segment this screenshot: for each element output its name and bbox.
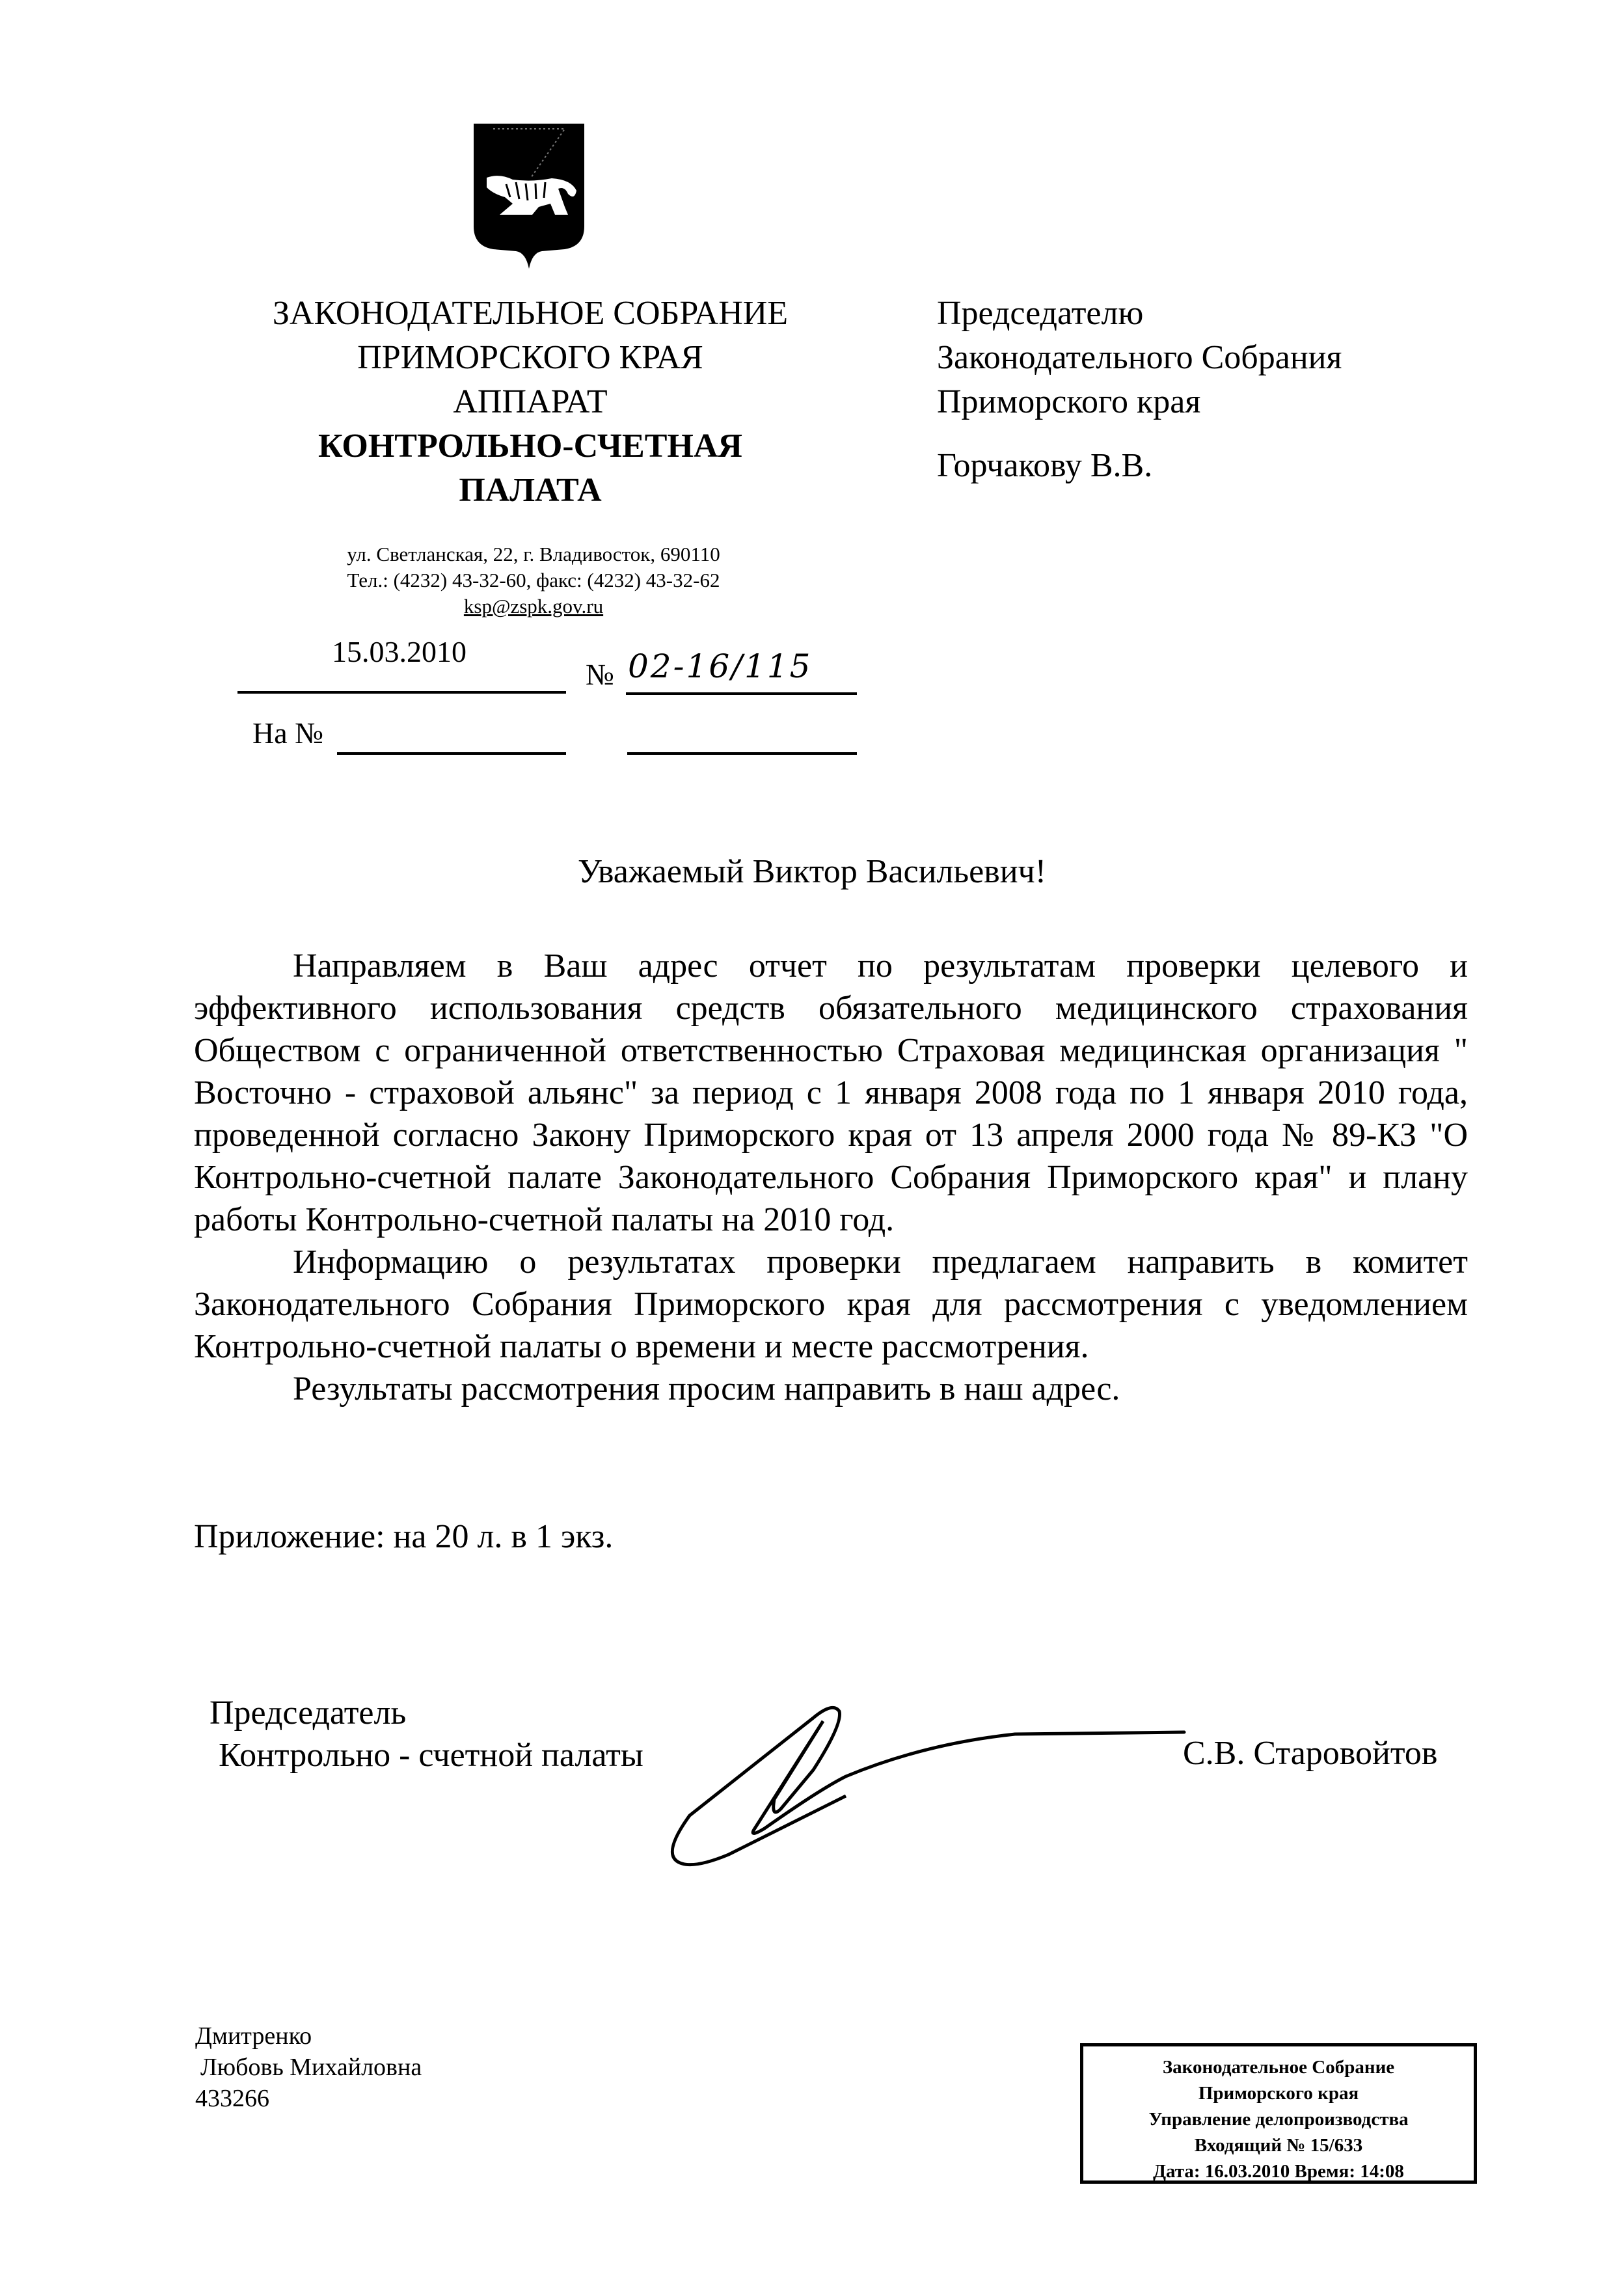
stamp-line: Дата: 16.03.2010 Время: 14:08 [1153, 2161, 1404, 2182]
stamp-line: Входящий № 15/633 [1194, 2135, 1363, 2156]
reply-number-underline [627, 752, 857, 755]
executor-block [195, 2020, 422, 2114]
signatory-title-line: Контрольно - счетной палаты [219, 1737, 643, 1774]
letter-body [194, 945, 1468, 1410]
incoming-registration-stamp [1080, 2043, 1477, 2184]
org-line: АППАРАТ [453, 383, 608, 420]
reply-date-underline [337, 752, 566, 755]
org-bold-line: КОНТРОЛЬНО-СЧЕТНАЯ [318, 428, 742, 465]
reply-to-label: На № [252, 716, 324, 750]
stamp-line: Управление делопроизводства [1148, 2109, 1409, 2130]
coat-of-arms-icon [467, 116, 591, 272]
recipient-line: Законодательного Собрания [937, 339, 1342, 376]
signatory-title-line: Председатель [210, 1694, 407, 1732]
paragraph: Результаты рассмотрения просим направить в наш адрес. [293, 1370, 1120, 1407]
recipient-block [937, 292, 1342, 488]
number-label: № [586, 658, 614, 691]
recipient-name: Горчакову В.В. [937, 447, 1153, 484]
email-link[interactable]: ksp@zspk.gov.ru [463, 595, 604, 618]
date-underline [237, 691, 566, 694]
stamp-line: Законодательное Собрание [1162, 2057, 1395, 2078]
address: ул. Светланская, 22, г. Владивосток, 690110 [347, 543, 720, 565]
number-underline [626, 692, 857, 695]
handwritten-signature-icon [651, 1646, 1204, 1881]
executor-phone: 433266 [195, 2085, 269, 2112]
org-bold-line: ПАЛАТА [459, 472, 602, 509]
outgoing-date: 15.03.2010 [332, 635, 467, 668]
outgoing-number-handwritten: 02-16/115 [628, 647, 813, 685]
organization-header [195, 292, 865, 513]
paragraph: Направляем в Ваш адрес отчет по результатам проверки целевого и эффективного использования средств обязательного медицинского страхования Обществом с ограниченной ответственностью Страховая медицинская организация " Восточно - страховой альянс" за период с 1 января 2008 года по 1 января 2010 года, проведенной согласно Закону Приморского края от 13 апреля 2000 года № 89-КЗ "О Контрольно-счетной палате Законодательного Собрания Приморского края" и плану работы Контрольно-счетной палаты на 2010 год. [194, 947, 1468, 1238]
greeting: Уважаемый Виктор Васильевич! [577, 853, 1047, 890]
attachment-note: Приложение: на 20 л. в 1 экз. [194, 1518, 614, 1555]
contact-block [247, 541, 820, 619]
paragraph: Информацию о результатах проверки предлагаем направить в комитет Законодательного Собрания Приморского края для рассмотрения с уведомлением Контрольно-счетной палаты о времени и месте рассмотрения. [194, 1243, 1468, 1365]
org-line: ЗАКОНОДАТЕЛЬНОЕ СОБРАНИЕ [272, 295, 789, 332]
recipient-line: Председателю [937, 295, 1144, 332]
signatory-name: С.В. Старовойтов [1183, 1735, 1438, 1772]
org-line: ПРИМОРСКОГО КРАЯ [357, 339, 703, 376]
recipient-line: Приморского края [937, 383, 1201, 420]
stamp-line: Приморского края [1198, 2083, 1359, 2104]
phone-fax: Тел.: (4232) 43-32-60, факс: (4232) 43-32-62 [347, 569, 720, 591]
executor-given-names: Любовь Михайловна [200, 2054, 422, 2081]
signatory-title [210, 1692, 643, 1776]
executor-surname: Дмитренко [195, 2022, 312, 2050]
